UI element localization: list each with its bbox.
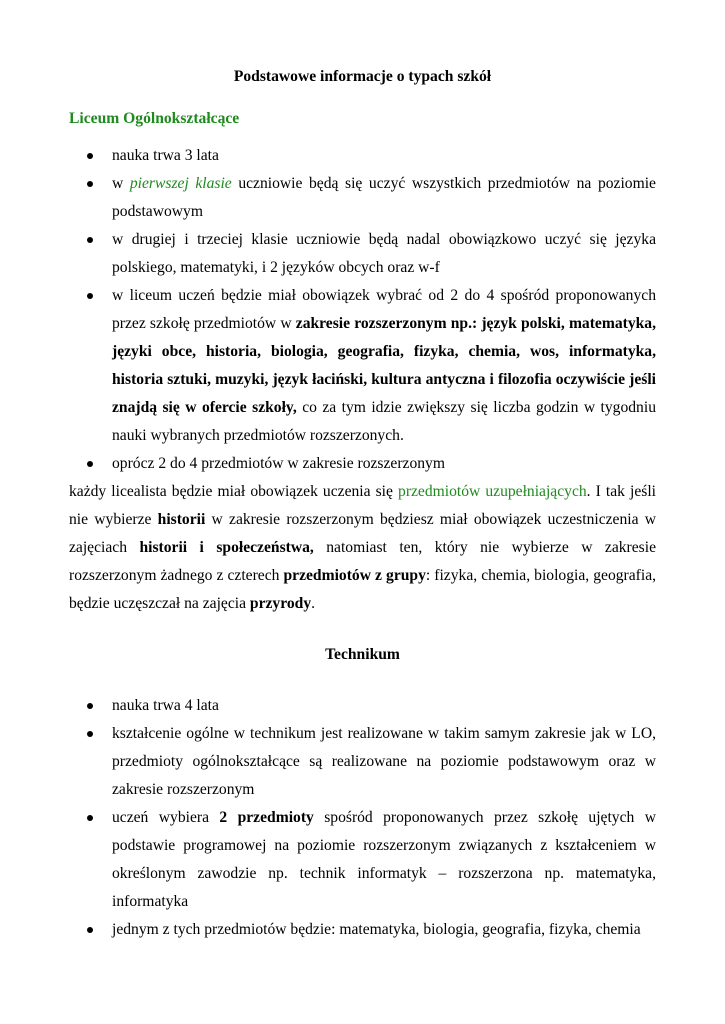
extended-subjects: zakresie rozszerzonym np.: język polski, matematyka, języki obce, historia, biologia, geografia, fizyka, chemia, wos, informatyka, historia sztuki, muzyki, język łaciński, kultura antyczna i filozofia oczywiście jeśli znajdą się w ofercie szkoły, [112, 315, 656, 416]
list-item: uczeń wybiera 2 przedmioty spośród proponowanych przez szkołę ujętych w podstawie programowej na poziomie rozszerzonym związanych z kształceniem w określonym zawodzie np. technik informatyk – rozszerzona np. matematyka, informatyka [69, 804, 656, 916]
list-item: jednym z tych przedmiotów będzie: matematyka, biologia, geografia, fizyka, chemia [69, 916, 656, 944]
emphasis-first-class: pierwszej klasie [129, 175, 232, 192]
list-item: oprócz 2 do 4 przedmiotów w zakresie rozszerzonym [69, 450, 656, 478]
tech-list [69, 692, 656, 944]
list-item: w drugiej i trzeciej klasie uczniowie będą nadal obowiązkowo uczyć się języka polskiego, matematyki, i 2 języków obcych oraz w-f [69, 226, 656, 282]
tech-heading: Technikum [325, 646, 400, 663]
list-item: kształcenie ogólne w technikum jest realizowane w takim samym zakresie jak w LO, przedmioty ogólnokształcące są realizowane na poziomie podstawowym oraz w zakresie rozszerzonym [69, 720, 656, 804]
lo-paragraph: każdy licealista będzie miał obowiązek uczenia się przedmiotów uzupełniających. I tak jeśli nie wybierze historii w zakresie rozszerzonym będziesz miał obowiązek uczestniczenia w zajęciach historii i społeczeństwa, natomiast ten, który nie wybierze w zakresie rozszerzonym żadnego z czterech przedmiotów z grupy: fizyka, chemia, biologia, geografia, będzie uczęszczał na zajęcia przyrody. [69, 483, 657, 612]
document-title: Podstawowe informacje o typach szkół [233, 68, 492, 85]
list-item: nauka trwa 3 lata [69, 142, 656, 170]
lo-heading: Liceum Ogólnokształcące [69, 110, 240, 127]
supplementary-subjects: przedmiotów uzupełniających [398, 483, 587, 500]
lo-list [69, 142, 656, 478]
document-page [69, 64, 656, 944]
list-item: w pierwszej klasie uczniowie będą się uczyć wszystkich przedmiotów na poziomie podstawowym [69, 170, 656, 226]
list-item: nauka trwa 4 lata [69, 692, 656, 720]
list-item: w liceum uczeń będzie miał obowiązek wybrać od 2 do 4 spośród proponowanych przez szkołę przedmiotów w zakresie rozszerzonym np.: język polski, matematyka, języki obce, historia, biologia, geografia, fizyka, chemia, wos, informatyka, historia sztuki, muzyki, język łaciński, kultura antyczna i filozofia oczywiście jeśli znajdą się w ofercie szkoły, co za tym idzie zwiększy się liczba godzin w tygodniu nauki wybranych przedmiotów rozszerzonych. [69, 282, 656, 450]
